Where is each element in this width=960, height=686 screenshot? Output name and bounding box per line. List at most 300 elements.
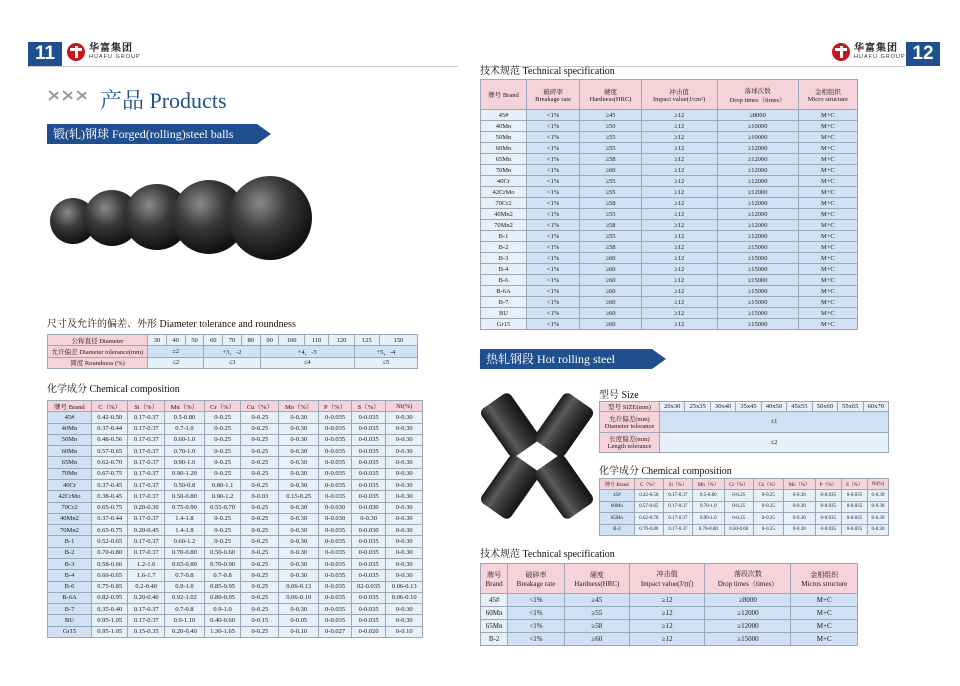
chem-value-cell: 0-0.30 (279, 570, 319, 581)
chem-value-cell: 0-0.25 (241, 570, 279, 581)
chem-value-cell: 0-0.25 (753, 513, 783, 524)
chem-value-cell: 0.58-0.66 (91, 558, 128, 569)
chem-value-cell: 0.60-1.2 (164, 536, 204, 547)
chem-value-cell: 0-0.035 (319, 615, 352, 626)
chem-value-cell: 0-0.25 (204, 457, 241, 468)
tol-tolerance-label: 允许偏差 Diameter tolerance(mm) (48, 346, 148, 357)
chem-value-cell: 0-0.25 (204, 468, 241, 479)
chem-value-cell: 0.70-0.80 (634, 524, 663, 535)
brand-cell: B-6 (481, 275, 527, 286)
table-row (48, 502, 423, 513)
dtol-cn: 允许偏差(mm) (609, 415, 650, 423)
chem-value-cell: 0-0.30 (386, 446, 423, 457)
brand-cell: B-2 (481, 242, 527, 253)
brand-cell: 42CrMo (481, 187, 527, 198)
chem-value-cell: 0.62-0.70 (634, 513, 663, 524)
chem-value-cell: 0.42-0.50 (91, 412, 128, 423)
chem-value-cell: 0.20-0.40 (128, 592, 165, 603)
spec-value-cell: <1% (526, 220, 579, 231)
header-cn: 冲击值 (669, 88, 689, 96)
chem-value-cell: 0-0.10 (279, 626, 319, 637)
chem-value-cell: 0-0.30 (279, 513, 319, 524)
ltol-en: Length tolerance (607, 443, 652, 451)
header-en: Drop times（times） (717, 579, 779, 588)
chem-value-cell: 0-0.10 (386, 626, 423, 637)
tol-value: ±2 (148, 346, 204, 357)
chem-value-cell: 0-0.035 (351, 423, 385, 434)
tolerance-table (47, 334, 418, 369)
table-row (48, 446, 423, 457)
chem-header-cell: P（%） (815, 479, 841, 490)
chem-value-cell: 0-0.25 (204, 536, 241, 547)
spec-value-cell: ≥58 (580, 198, 642, 209)
page-title: 产品 Products (100, 88, 227, 113)
chem-value-cell: 0-0.035 (319, 457, 352, 468)
chem-value-cell: 0-0.035 (351, 468, 385, 479)
table-row (481, 319, 858, 330)
chem-value-cell: 0.62-0.70 (91, 457, 128, 468)
chem-value-cell: 0-0.30 (386, 513, 423, 524)
chem-value-cell: 0.7-0.8 (204, 570, 241, 581)
spec-value-cell: ≥15000 (717, 308, 798, 319)
brand-cell: Gr15 (48, 626, 92, 637)
brand-cell: BU (481, 308, 527, 319)
brand-cell: 40Mn (481, 121, 527, 132)
table-row (600, 490, 889, 501)
size-value: 50x60 (812, 402, 837, 412)
chem-value-cell: 0-0.03 (241, 491, 279, 502)
tol-diam: 30 (148, 335, 167, 346)
chem-value-cell: 0-0.25 (241, 457, 279, 468)
brand-cell: B-2 (48, 547, 92, 558)
brand-cell: 40Cr (481, 176, 527, 187)
spec-value-cell: ≥58 (564, 620, 629, 633)
chem-value-cell: 0-0.035 (319, 423, 352, 434)
table-row (481, 209, 858, 220)
chem-value-cell: 0.17-0.37 (128, 434, 165, 445)
chem-table-right (599, 478, 889, 536)
chem-header-cell: Si（%） (128, 401, 165, 412)
chem-value-cell: 0.65-0.80 (164, 558, 204, 569)
tol-diam: 120 (329, 335, 354, 346)
chem-value-cell: 0-0.30 (386, 525, 423, 536)
chem-value-cell: 0.95-1.05 (91, 615, 128, 626)
size-table (599, 401, 889, 453)
spec-value-cell: <1% (526, 297, 579, 308)
chem-value-cell: 0.70-1.0 (164, 446, 204, 457)
chevrons-icon (47, 84, 89, 106)
spec-value-cell: ≥12000 (717, 231, 798, 242)
spec-value-cell: ≥55 (580, 187, 642, 198)
spec-value-cell: ≥12 (641, 220, 717, 231)
chem-value-cell: 0-0.30 (783, 513, 815, 524)
spec-value-cell: ≥12 (629, 620, 704, 633)
chem-value-cell: 0-0.25 (241, 604, 279, 615)
chem-value-cell: 0-0.035 (815, 501, 841, 512)
brand-cell: 65Mn (481, 154, 527, 165)
chem-value-cell: 0.57-0.65 (634, 501, 663, 512)
size-heading: 型号 Size (599, 390, 639, 401)
spec-value-cell: <1% (526, 110, 579, 121)
chem-value-cell: 0-0.035 (351, 558, 385, 569)
ltol-value: ±2 (660, 432, 889, 452)
spec-value-cell: ≥12 (641, 154, 717, 165)
chem-value-cell: 0.06-0.10 (386, 592, 423, 603)
size-value: 55x65 (838, 402, 863, 412)
chem-value-cell: 0-0.25 (724, 513, 753, 524)
chem-value-cell: 0-0.035 (319, 558, 352, 569)
chem-value-cell: 0.17-0.37 (128, 457, 165, 468)
chem-value-cell: 0-0.035 (319, 570, 352, 581)
spec-value-cell: <1% (508, 620, 564, 633)
spec-value-cell: ≥12000 (717, 176, 798, 187)
chem-value-cell: 0-0.25 (241, 558, 279, 569)
chem-value-cell: 0.50-0.60 (724, 524, 753, 535)
chem-header-cell: S（%） (351, 401, 385, 412)
chem-value-cell: 0-0.035 (351, 570, 385, 581)
spec-header-cell (508, 564, 564, 594)
table-row (481, 154, 858, 165)
spec-value-cell: M+C (798, 165, 857, 176)
table-row (481, 231, 858, 242)
chem-value-cell: 0-0.30 (386, 570, 423, 581)
table-row (48, 423, 423, 434)
spec-value-cell: ≥12 (641, 242, 717, 253)
table-row (481, 633, 858, 646)
round-value: ≤3 (204, 357, 260, 368)
chem-value-cell: 0.55-0.70 (204, 502, 241, 513)
brand-cell: B-2 (481, 633, 508, 646)
brand-cell: 60Mn (48, 446, 92, 457)
chem-value-cell: 0-0.25 (241, 536, 279, 547)
chem-value-cell: 0-0.30 (279, 547, 319, 558)
header-cn: 硬度 (604, 88, 617, 96)
header-cn: 冲击值 (656, 569, 678, 578)
chem-value-cell: 0-0.035 (351, 457, 385, 468)
chem-value-cell: 0.20-0.40 (164, 626, 204, 637)
chem-value-cell: 0.37-0.44 (91, 513, 128, 524)
chem-value-cell: 0-0.25 (241, 446, 279, 457)
chem-value-cell: 0-0.035 (841, 501, 867, 512)
chem-header-cell: Cu（%） (241, 401, 279, 412)
table-row (481, 275, 858, 286)
chem-value-cell: 0.17-0.37 (128, 536, 165, 547)
chem-value-cell: 0.90-1.0 (164, 457, 204, 468)
chem-value-cell: 1.4-1.8 (164, 513, 204, 524)
chem-header-cell: S（%） (841, 479, 867, 490)
chem-value-cell: 0.37-0.45 (91, 479, 128, 490)
chem-value-cell: 0-0.035 (319, 547, 352, 558)
chem-value-cell: 0.06-0.13 (386, 581, 423, 592)
spec-value-cell: ≥60 (580, 297, 642, 308)
brand-cell: 50Mn (48, 434, 92, 445)
tolerance-heading: 尺寸及允许的偏差、外形 Diameter tolerance and roundness (47, 319, 296, 330)
header-en: Micros structure (801, 579, 848, 588)
chem-value-cell: 0-0.25 (204, 513, 241, 524)
header-cn: 硬度 (589, 570, 604, 579)
spec-value-cell: ≥58 (580, 242, 642, 253)
chem-value-cell: 0-0.035 (319, 468, 352, 479)
logo-name-cn: 华富集团 (854, 42, 898, 54)
tol-diam-label: 公称直径 Diameter (48, 335, 148, 346)
spec-value-cell: M+C (798, 297, 857, 308)
chem-value-cell: 0-0.25 (241, 592, 279, 603)
brand-cell: 45# (600, 490, 635, 501)
chem-value-cell: 0.17-0.37 (128, 547, 165, 558)
chem-value-cell: 0-0.035 (351, 547, 385, 558)
brand-cell: 60Mn (481, 607, 508, 620)
chem-value-cell: 0-0.30 (386, 558, 423, 569)
table-row (481, 176, 858, 187)
table-row (481, 198, 858, 209)
spec-value-cell: ≥12 (641, 121, 717, 132)
chem-value-cell: 0-0.30 (279, 604, 319, 615)
spec-value-cell: ≥12 (641, 187, 717, 198)
spec-value-cell: <1% (508, 607, 564, 620)
spec-value-cell: ≥60 (580, 264, 642, 275)
spec-value-cell: M+C (798, 264, 857, 275)
chem-value-cell: 02-0.035 (351, 581, 385, 592)
tol-value: +3，-2 (204, 346, 260, 357)
table-row (48, 570, 423, 581)
chem-value-cell: 0.20-0.45 (128, 525, 165, 536)
spec-header-cell (705, 564, 791, 594)
dtol-value: ±1 (660, 412, 889, 432)
chem-value-cell: 0.17-0.37 (128, 513, 165, 524)
brand-cell: 60Mn (600, 501, 635, 512)
brand-cell: 40Mn2 (481, 209, 527, 220)
chem-value-cell: 0.50-0.80 (164, 491, 204, 502)
chem-value-cell: 0-0.035 (319, 604, 352, 615)
table-row (481, 253, 858, 264)
chem-value-cell: 0-0.30 (783, 501, 815, 512)
spec-value-cell: ≥12000 (717, 198, 798, 209)
table-row (481, 308, 858, 319)
page-number-right: 12 (906, 42, 940, 66)
chem-value-cell: 0-0.25 (241, 423, 279, 434)
spec-value-cell: ≥8000 (717, 110, 798, 121)
size-label: 型号 SIZE(mm) (600, 402, 660, 412)
round-value: ≤4 (260, 357, 354, 368)
chem-value-cell: 0.92-1.02 (164, 592, 204, 603)
chem-header-cell: Si（%） (663, 479, 692, 490)
chem-value-cell: 0.7-0.8 (164, 570, 204, 581)
spec-value-cell: ≥12 (641, 176, 717, 187)
spec-header-cell (580, 80, 642, 110)
header-en: Micro structure (807, 95, 848, 103)
chem-value-cell: 0-0.035 (815, 513, 841, 524)
chem-value-cell: 0-0.25 (204, 412, 241, 423)
diameter-tolerance-label (600, 412, 660, 432)
spec-value-cell: ≥12 (641, 198, 717, 209)
chem-value-cell: 0-0.035 (351, 479, 385, 490)
chem-value-cell: 0.85-0.95 (204, 581, 241, 592)
brand-cell: 50Mn (481, 132, 527, 143)
chem-value-cell: 0-0.30 (386, 547, 423, 558)
chem-value-cell: 0.15-0.35 (128, 626, 165, 637)
spec-value-cell: ≥12 (641, 308, 717, 319)
chem-value-cell: 0-0.035 (351, 615, 385, 626)
tol-roundness-label: 圆度 Roundness (%) (48, 357, 148, 368)
header-en: Hardness(HRC) (574, 579, 620, 588)
chem-header-cell: Ni(%) (868, 479, 889, 490)
spec-header-cell (564, 564, 629, 594)
tol-diam: 100 (279, 335, 304, 346)
table-row (48, 626, 423, 637)
spec-value-cell: ≥12 (641, 231, 717, 242)
spec-value-cell: <1% (526, 187, 579, 198)
chem-value-cell: 0.35-0.40 (91, 604, 128, 615)
chem-value-cell: 0-0.25 (241, 581, 279, 592)
tol-diam: 70 (223, 335, 242, 346)
chem-value-cell: 0.65-0.75 (91, 525, 128, 536)
chem-value-cell: 0-0.035 (351, 592, 385, 603)
brand-logo-left (67, 43, 141, 61)
spec-value-cell: <1% (526, 132, 579, 143)
brand-cell: B-6A (48, 592, 92, 603)
spec-value-cell: M+C (798, 132, 857, 143)
tol-diam: 80 (241, 335, 260, 346)
chem-value-cell: 0.7-0.8 (164, 604, 204, 615)
tol-diam: 110 (304, 335, 329, 346)
chem-value-cell: 0-0.25 (241, 479, 279, 490)
chem-value-cell: 0-0.30 (386, 502, 423, 513)
spec-value-cell: ≥55 (580, 209, 642, 220)
table-row (600, 524, 889, 535)
chem-header-cell: C（%） (91, 401, 128, 412)
header-en: Hardness(HRC) (589, 95, 632, 103)
table-row (481, 121, 858, 132)
chem-header-cell: Cu（%） (753, 479, 783, 490)
chem-value-cell: 0.60-0.65 (91, 570, 128, 581)
chem-value-cell: 0-0.05 (279, 615, 319, 626)
chem-value-cell: 0.17-0.37 (128, 468, 165, 479)
chem-value-cell: 0-0.30 (386, 457, 423, 468)
chem-value-cell: 0.48-0.56 (91, 434, 128, 445)
chem-value-cell: 0-0.035 (319, 592, 352, 603)
spec-value-cell: <1% (526, 253, 579, 264)
spec-value-cell: ≥15000 (717, 264, 798, 275)
header-cn: 牌号 Brand (488, 92, 519, 99)
chem-value-cell: 0-0.035 (351, 491, 385, 502)
spec-value-cell: ≥60 (564, 633, 629, 646)
chem-value-cell: 0-0.30 (279, 536, 319, 547)
chem-value-cell: 0.80-0.95 (204, 592, 241, 603)
spec-value-cell: <1% (526, 143, 579, 154)
chem-value-cell: 0-0.035 (841, 524, 867, 535)
spec-value-cell: M+C (798, 319, 857, 330)
header-en: Impact value(J/cm²) (653, 95, 706, 103)
header-en: Brand (485, 579, 503, 588)
chem-value-cell: 0.20-0.30 (128, 502, 165, 513)
chem-value-cell: 0-0.30 (868, 490, 889, 501)
spec-value-cell: ≥45 (580, 110, 642, 121)
chem-value-cell: 0.5-0.80 (164, 412, 204, 423)
spec-value-cell: ≥60 (580, 286, 642, 297)
spec-value-cell: <1% (526, 319, 579, 330)
spec-value-cell: ≥12 (641, 209, 717, 220)
chem-value-cell: 0-0.035 (351, 446, 385, 457)
size-value: 20x30 (660, 402, 685, 412)
brand-cell: 70Cr2 (48, 502, 92, 513)
header-cn: 金相组织 (810, 570, 839, 579)
chem-value-cell: 0-0.25 (241, 502, 279, 513)
chem-value-cell: 0-0.30 (279, 423, 319, 434)
chem-value-cell: 0.5-0.80 (692, 490, 724, 501)
chem-value-cell: 1.30-1.65 (204, 626, 241, 637)
chem-value-cell: 0-0.030 (351, 525, 385, 536)
spec-value-cell: ≥12000 (717, 187, 798, 198)
length-tolerance-label (600, 432, 660, 452)
spec-value-cell: ≥12 (641, 132, 717, 143)
table-row (48, 491, 423, 502)
spec-value-cell: ≥12 (641, 165, 717, 176)
chem-value-cell: 0-0.25 (724, 490, 753, 501)
brand-cell: B-2 (600, 524, 635, 535)
tol-diam: 50 (185, 335, 204, 346)
spec-table (480, 79, 858, 330)
tol-diam: 90 (260, 335, 279, 346)
spec-value-cell: ≥12 (641, 253, 717, 264)
spec-value-cell: ≥60 (580, 253, 642, 264)
table-row (481, 286, 858, 297)
spec-header-cell (481, 564, 508, 594)
brand-cell: B-6 (48, 581, 92, 592)
chem-value-cell: 0-0.30 (386, 423, 423, 434)
spec-value-cell: ≥12000 (705, 607, 791, 620)
chem-value-cell: 0-0.25 (753, 490, 783, 501)
chem-value-cell: 0.52-0.65 (91, 536, 128, 547)
chem-value-cell: 0-0.30 (868, 513, 889, 524)
spec-header-cell (629, 564, 704, 594)
size-value: 35x45 (736, 402, 761, 412)
chem-value-cell: 0-0.30 (386, 434, 423, 445)
chem-value-cell: 0-0.035 (351, 434, 385, 445)
chem-value-cell: 0-0.035 (319, 412, 352, 423)
chem-value-cell: 0.90-1.0 (692, 513, 724, 524)
table-row (600, 513, 889, 524)
spec-value-cell: M+C (791, 607, 858, 620)
brand-cell: Gr15 (481, 319, 527, 330)
chem-value-cell: 0-0.25 (204, 446, 241, 457)
table-row (48, 412, 423, 423)
spec-value-cell: ≥60 (580, 165, 642, 176)
chem-value-cell: 0.70-0.90 (204, 558, 241, 569)
table-row (48, 547, 423, 558)
spec-value-cell: ≥12 (641, 319, 717, 330)
spec-value-cell: ≥15000 (705, 633, 791, 646)
brand-cell: 70Mn2 (481, 220, 527, 231)
table-row (48, 513, 423, 524)
brand-cell: B-1 (481, 231, 527, 242)
spec-value-cell: M+C (791, 620, 858, 633)
spec-value-cell: ≥12 (641, 143, 717, 154)
chem-value-cell: 0.67-0.75 (91, 468, 128, 479)
brand-cell: 60Mn (481, 143, 527, 154)
chem-value-cell: 0-0.030 (319, 502, 352, 513)
spec-header-cell (526, 80, 579, 110)
chem-value-cell: 0-0.30 (279, 525, 319, 536)
spec-value-cell: M+C (798, 187, 857, 198)
spec-value-cell: <1% (526, 231, 579, 242)
logo-name-en: HUAFU GROUP (854, 53, 906, 60)
spec-value-cell: ≥12 (641, 110, 717, 121)
chem-value-cell: 0-0.035 (815, 524, 841, 535)
spec-value-cell: ≥12 (629, 594, 704, 607)
spec-value-cell: ≥8000 (705, 594, 791, 607)
chem-value-cell: 0.70-0.80 (91, 547, 128, 558)
table-row (48, 615, 423, 626)
